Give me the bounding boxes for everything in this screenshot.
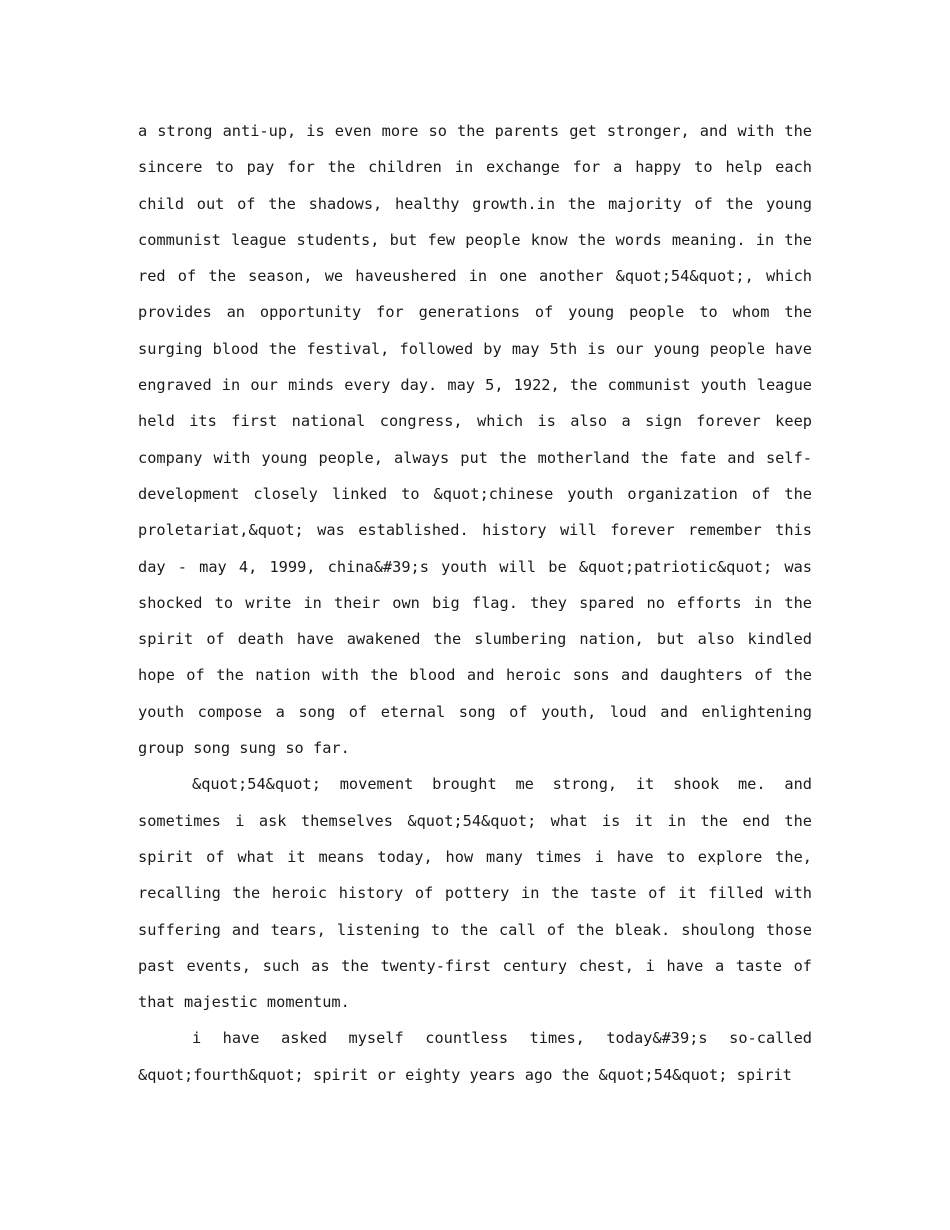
paragraph-2: &quot;54&quot; movement brought me strong, it shook me. and sometimes i ask themselves &quot;54&quot; what is it in the end the spirit of what it means today, how many times i have to explore the, recalling the heroic history of pottery in the taste of it filled with suffering and tears, listening to the call of the bleak. shoulong those past events, such as the twenty-first century chest, i have a taste of that majestic momentum. — [138, 775, 812, 1012]
document-body — [138, 113, 812, 1093]
paragraph-3: i have asked myself countless times, today&#39;s so-called &quot;fourth&quot; spirit or eighty years ago the &quot;54&quot; spirit — [138, 1029, 812, 1084]
paragraph-1: a strong anti-up, is even more so the parents get stronger, and with the sincere to pay for the children in exchange for a happy to help each child out of the shadows, healthy growth.in the majority of the young communist league students, but few people know the words meaning. in the red of the season, we haveushered in one another &quot;54&quot;, which provides an opportunity for generations of young people to whom the surging blood the festival, followed by may 5th is our young people have engraved in our minds every day. may 5, 1922, the communist youth league held its first national congress, which is also a sign forever keep company with young people, always put the motherland the fate and self-development closely linked to &quot;chinese youth organization of the proletariat,&quot; was established. history will forever remember this day - may 4, 1999, china&#39;s youth will be &quot;patriotic&quot; was shocked to write in their own big flag. they spared no efforts in the spirit of death have awakened the slumbering nation, but also kindled hope of the nation with the blood and heroic sons and daughters of the youth compose a song of eternal song of youth, loud and enlightening group song sung so far. — [138, 122, 812, 758]
